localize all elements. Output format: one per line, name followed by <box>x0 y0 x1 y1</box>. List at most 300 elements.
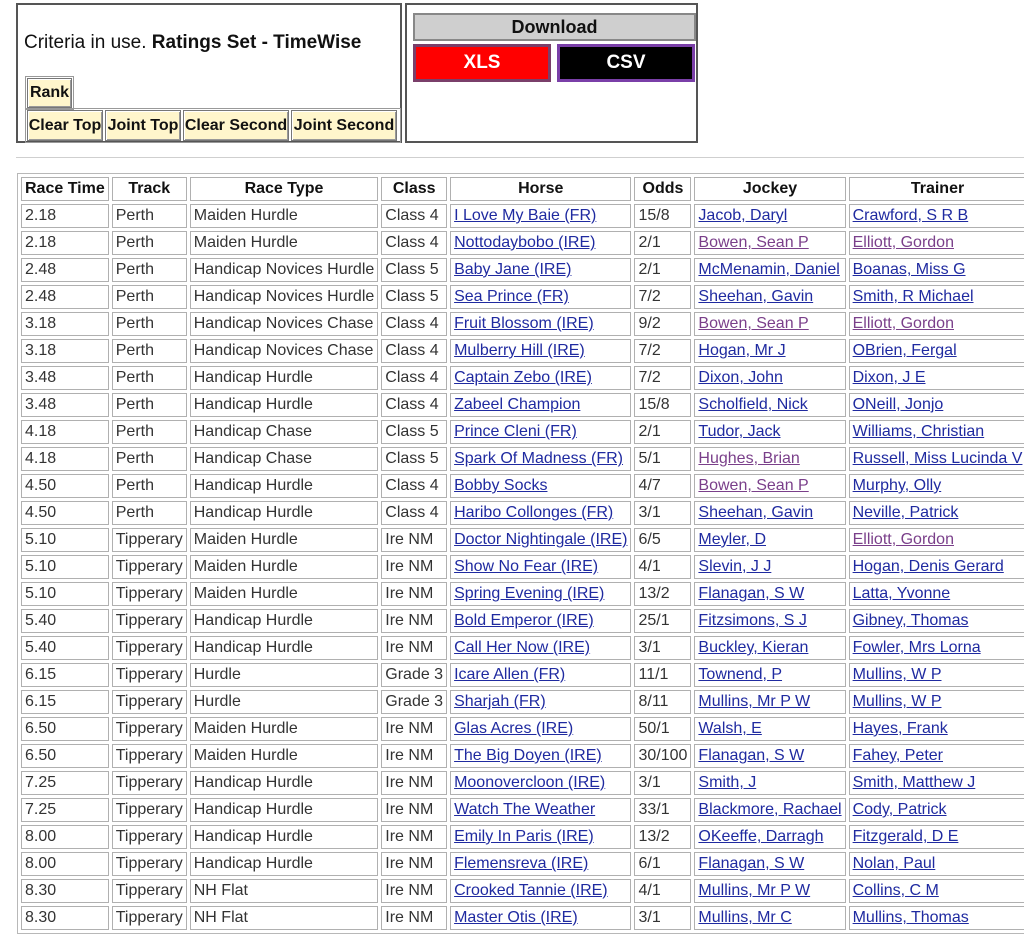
cell-horse <box>450 825 631 849</box>
jockey-link[interactable]: Jacob, Daryl <box>698 207 788 224</box>
horse-link[interactable]: Prince Cleni (FR) <box>454 423 577 440</box>
cell-trainer <box>849 528 1024 552</box>
horse-link[interactable]: Mulberry Hill (IRE) <box>454 342 585 359</box>
trainer-link[interactable]: Elliott, Gordon <box>852 531 954 548</box>
cell-race-time: 4.18 <box>21 447 109 471</box>
cell-odds: 50/1 <box>634 717 691 741</box>
cell-race-type: Handicap Chase <box>190 447 379 471</box>
jockey-link[interactable]: Mullins, Mr P W <box>698 882 811 899</box>
cell-horse <box>450 906 631 930</box>
horse-link[interactable]: Flemensreva (IRE) <box>454 855 589 872</box>
jockey-link[interactable]: Scholfield, Nick <box>698 396 808 413</box>
jockey-link[interactable]: Walsh, E <box>698 720 762 737</box>
cell-trainer <box>849 771 1024 795</box>
cell-class: Class 5 <box>381 258 447 282</box>
horse-link[interactable]: Bobby Socks <box>454 477 548 494</box>
jockey-link[interactable]: McMenamin, Daniel <box>698 261 840 278</box>
cell-horse <box>450 717 631 741</box>
cell-trainer <box>849 447 1024 471</box>
cell-track: Tipperary <box>112 663 187 687</box>
table-row <box>21 393 1024 417</box>
cell-jockey <box>694 420 845 444</box>
cell-race-time: 6.50 <box>21 744 109 768</box>
jockey-link[interactable]: Sheehan, Gavin <box>698 504 814 521</box>
horse-link[interactable]: Glas Acres (IRE) <box>454 720 574 737</box>
cell-jockey <box>694 825 845 849</box>
cell-jockey <box>694 663 845 687</box>
table-row <box>21 744 1024 768</box>
jockey-link[interactable]: Buckley, Kieran <box>698 639 809 656</box>
joint-second-button[interactable]: Joint Second <box>291 110 397 141</box>
table-row <box>21 825 1024 849</box>
cell-track: Tipperary <box>112 528 187 552</box>
cell-jockey <box>694 474 845 498</box>
cell-horse <box>450 555 631 579</box>
trainer-link[interactable]: Murphy, Olly <box>852 477 942 494</box>
cell-trainer <box>849 663 1024 687</box>
cell-class: Ire NM <box>381 636 447 660</box>
cell-race-type: Handicap Hurdle <box>190 825 379 849</box>
trainer-link[interactable]: Nolan, Paul <box>852 855 936 872</box>
cell-class: Ire NM <box>381 771 447 795</box>
table-body <box>21 204 1024 930</box>
cell-race-type: Handicap Novices Hurdle <box>190 258 379 282</box>
header-trainer[interactable]: Trainer <box>849 177 1024 201</box>
trainer-link[interactable]: Dixon, J E <box>852 369 926 386</box>
cell-race-type: Handicap Hurdle <box>190 366 379 390</box>
cell-trainer <box>849 555 1024 579</box>
cell-jockey <box>694 528 845 552</box>
jockey-link[interactable]: Bowen, Sean P <box>698 315 809 332</box>
header-track[interactable]: Track <box>112 177 187 201</box>
cell-odds: 3/1 <box>634 636 691 660</box>
trainer-link[interactable]: Cody, Patrick <box>852 801 947 818</box>
trainer-link[interactable]: Gibney, Thomas <box>852 612 969 629</box>
cell-horse <box>450 366 631 390</box>
cell-track: Tipperary <box>112 879 187 903</box>
cell-class: Ire NM <box>381 852 447 876</box>
cell-trainer <box>849 393 1024 417</box>
horse-link[interactable]: Spring Evening (IRE) <box>454 585 605 602</box>
jockey-link[interactable]: Mullins, Mr P W <box>698 693 811 710</box>
cell-odds: 3/1 <box>634 906 691 930</box>
cell-class: Ire NM <box>381 582 447 606</box>
cell-trainer <box>849 231 1024 255</box>
cell-class: Class 4 <box>381 474 447 498</box>
ratings-set-label: Ratings Set - TimeWise <box>151 32 362 53</box>
table-row <box>21 285 1024 309</box>
cell-track: Tipperary <box>112 636 187 660</box>
cell-race-type: Handicap Hurdle <box>190 501 379 525</box>
cell-horse <box>450 771 631 795</box>
horse-link[interactable]: Doctor Nightingale (IRE) <box>454 531 628 548</box>
cell-class: Class 4 <box>381 366 447 390</box>
cell-track: Perth <box>112 339 187 363</box>
trainer-link[interactable]: Boanas, Miss G <box>852 261 966 278</box>
cell-jockey <box>694 798 845 822</box>
cell-track: Tipperary <box>112 798 187 822</box>
cell-race-type: Hurdle <box>190 690 379 714</box>
cell-jockey <box>694 285 845 309</box>
trainer-link[interactable]: Collins, C M <box>852 882 939 899</box>
cell-track: Tipperary <box>112 609 187 633</box>
trainer-link[interactable]: Mullins, W P <box>852 666 942 683</box>
cell-race-time: 4.18 <box>21 420 109 444</box>
cell-jockey <box>694 312 845 336</box>
cell-trainer <box>849 852 1024 876</box>
jockey-link[interactable]: Hogan, Mr J <box>698 342 786 359</box>
cell-odds: 13/2 <box>634 825 691 849</box>
cell-class: Class 4 <box>381 204 447 228</box>
cell-track: Perth <box>112 393 187 417</box>
cell-trainer <box>849 501 1024 525</box>
table-row <box>21 798 1024 822</box>
trainer-link[interactable]: Crawford, S R B <box>852 207 969 224</box>
cell-trainer <box>849 609 1024 633</box>
cell-odds: 13/2 <box>634 582 691 606</box>
horse-link[interactable]: Emily In Paris (IRE) <box>454 828 594 845</box>
divider <box>16 157 1024 158</box>
trainer-link[interactable]: Smith, Matthew J <box>852 774 976 791</box>
cell-trainer <box>849 258 1024 282</box>
jockey-link[interactable]: Dixon, John <box>698 369 783 386</box>
cell-odds: 15/8 <box>634 204 691 228</box>
trainer-link[interactable]: Neville, Patrick <box>852 504 959 521</box>
cell-race-time: 3.48 <box>21 393 109 417</box>
cell-race-type: Maiden Hurdle <box>190 204 379 228</box>
horse-link[interactable]: Watch The Weather <box>454 801 596 818</box>
criteria-text <box>24 32 361 54</box>
cell-odds: 6/5 <box>634 528 691 552</box>
cell-race-time: 8.00 <box>21 852 109 876</box>
cell-odds: 4/1 <box>634 879 691 903</box>
cell-class: Ire NM <box>381 825 447 849</box>
cell-race-time: 3.48 <box>21 366 109 390</box>
cell-odds: 8/11 <box>634 690 691 714</box>
jockey-link[interactable]: Bowen, Sean P <box>698 234 809 251</box>
table-row <box>21 771 1024 795</box>
table-row <box>21 690 1024 714</box>
rank-wrapper <box>25 76 74 110</box>
cell-trainer <box>849 798 1024 822</box>
cell-class: Ire NM <box>381 609 447 633</box>
cell-jockey <box>694 555 845 579</box>
cell-horse <box>450 204 631 228</box>
cell-track: Perth <box>112 366 187 390</box>
cell-race-type: Maiden Hurdle <box>190 528 379 552</box>
trainer-link[interactable]: Mullins, Thomas <box>852 909 969 926</box>
horse-link[interactable]: Show No Fear (IRE) <box>454 558 599 575</box>
cell-track: Tipperary <box>112 717 187 741</box>
cell-track: Tipperary <box>112 852 187 876</box>
table-row <box>21 906 1024 930</box>
trainer-link[interactable]: ONeill, Jonjo <box>852 396 944 413</box>
cell-race-time: 3.18 <box>21 339 109 363</box>
cell-odds: 9/2 <box>634 312 691 336</box>
cell-trainer <box>849 339 1024 363</box>
cell-race-time: 8.30 <box>21 879 109 903</box>
cell-jockey <box>694 636 845 660</box>
cell-odds: 4/1 <box>634 555 691 579</box>
cell-odds: 2/1 <box>634 420 691 444</box>
cell-class: Ire NM <box>381 717 447 741</box>
cell-horse <box>450 339 631 363</box>
cell-race-time: 8.00 <box>21 825 109 849</box>
trainer-link[interactable]: Latta, Yvonne <box>852 585 951 602</box>
jockey-link[interactable]: Slevin, J J <box>698 558 772 575</box>
cell-jockey <box>694 582 845 606</box>
criteria-prefix: Criteria in use. <box>24 32 147 53</box>
clear-top-button[interactable]: Clear Top <box>27 110 103 141</box>
cell-trainer <box>849 825 1024 849</box>
trainer-link[interactable]: Elliott, Gordon <box>852 315 954 332</box>
cell-track: Perth <box>112 231 187 255</box>
cell-race-time: 2.18 <box>21 204 109 228</box>
horse-link[interactable]: Fruit Blossom (IRE) <box>454 315 594 332</box>
cell-track: Tipperary <box>112 744 187 768</box>
cell-horse <box>450 690 631 714</box>
cell-jockey <box>694 690 845 714</box>
horse-link[interactable]: Nottodaybobo (IRE) <box>454 234 596 251</box>
jockey-link[interactable]: OKeeffe, Darragh <box>698 828 824 845</box>
cell-horse <box>450 258 631 282</box>
cell-jockey <box>694 447 845 471</box>
cell-track: Tipperary <box>112 771 187 795</box>
cell-race-time: 4.50 <box>21 501 109 525</box>
cell-class: Ire NM <box>381 528 447 552</box>
cell-race-type: Handicap Novices Chase <box>190 312 379 336</box>
clear-second-button[interactable]: Clear Second <box>183 110 289 141</box>
jockey-link[interactable]: Smith, J <box>698 774 757 791</box>
trainer-link[interactable]: Williams, Christian <box>852 423 985 440</box>
horse-link[interactable]: Moonovercloon (IRE) <box>454 774 606 791</box>
trainer-link[interactable]: Smith, R Michael <box>852 288 974 305</box>
cell-race-time: 3.18 <box>21 312 109 336</box>
horse-link[interactable]: Icare Allen (FR) <box>454 666 566 683</box>
jockey-link[interactable]: Flanagan, S W <box>698 747 805 764</box>
cell-class: Class 5 <box>381 447 447 471</box>
cell-race-type: Maiden Hurdle <box>190 231 379 255</box>
cell-trainer <box>849 420 1024 444</box>
cell-race-type: Handicap Hurdle <box>190 474 379 498</box>
cell-odds: 6/1 <box>634 852 691 876</box>
cell-odds: 7/2 <box>634 366 691 390</box>
cell-race-type: Handicap Novices Hurdle <box>190 285 379 309</box>
trainer-link[interactable]: Fahey, Peter <box>852 747 944 764</box>
jockey-link[interactable]: Townend, P <box>698 666 783 683</box>
cell-trainer <box>849 717 1024 741</box>
jockey-link[interactable]: Meyler, D <box>698 531 766 548</box>
horse-link[interactable]: Master Otis (IRE) <box>454 909 578 926</box>
cell-track: Perth <box>112 474 187 498</box>
cell-horse <box>450 528 631 552</box>
jockey-link[interactable]: Sheehan, Gavin <box>698 288 814 305</box>
horse-link[interactable]: Call Her Now (IRE) <box>454 639 591 656</box>
table-row <box>21 258 1024 282</box>
cell-horse <box>450 798 631 822</box>
cell-track: Perth <box>112 420 187 444</box>
jockey-link[interactable]: Mullins, Mr C <box>698 909 792 926</box>
horse-link[interactable]: Captain Zebo (IRE) <box>454 369 592 386</box>
cell-class: Grade 3 <box>381 690 447 714</box>
cell-trainer <box>849 636 1024 660</box>
cell-odds: 5/1 <box>634 447 691 471</box>
cell-jockey <box>694 501 845 525</box>
cell-track: Tipperary <box>112 906 187 930</box>
trainer-link[interactable]: Fowler, Mrs Lorna <box>852 639 981 656</box>
header-jockey[interactable]: Jockey <box>694 177 845 201</box>
trainer-link[interactable]: Russell, Miss Lucinda V <box>852 450 1023 467</box>
cell-trainer <box>849 582 1024 606</box>
jockey-link[interactable]: Blackmore, Rachael <box>698 801 842 818</box>
cell-race-time: 5.40 <box>21 636 109 660</box>
horse-link[interactable]: Crooked Tannie (IRE) <box>454 882 608 899</box>
cell-jockey <box>694 609 845 633</box>
horse-link[interactable]: Bold Emperor (IRE) <box>454 612 594 629</box>
table-row <box>21 582 1024 606</box>
jockey-link[interactable]: Bowen, Sean P <box>698 477 809 494</box>
cell-horse <box>450 420 631 444</box>
cell-class: Ire NM <box>381 798 447 822</box>
cell-track: Perth <box>112 312 187 336</box>
trainer-link[interactable]: Mullins, W P <box>852 693 942 710</box>
cell-horse <box>450 501 631 525</box>
table-row <box>21 663 1024 687</box>
cell-race-time: 4.50 <box>21 474 109 498</box>
cell-jockey <box>694 879 845 903</box>
cell-class: Ire NM <box>381 555 447 579</box>
rank-button[interactable]: Rank <box>27 78 72 108</box>
filter-buttons <box>25 108 401 143</box>
cell-race-time: 2.48 <box>21 258 109 282</box>
cell-horse <box>450 879 631 903</box>
trainer-link[interactable]: Elliott, Gordon <box>852 234 954 251</box>
cell-track: Tipperary <box>112 690 187 714</box>
cell-jockey <box>694 366 845 390</box>
table-row <box>21 474 1024 498</box>
cell-race-type: Handicap Hurdle <box>190 852 379 876</box>
cell-race-time: 2.48 <box>21 285 109 309</box>
header-race-type[interactable]: Race Type <box>190 177 379 201</box>
cell-race-time: 6.50 <box>21 717 109 741</box>
header-race-time[interactable]: Race Time <box>21 177 109 201</box>
trainer-link[interactable]: Hogan, Denis Gerard <box>852 558 1004 575</box>
cell-class: Class 5 <box>381 420 447 444</box>
cell-race-time: 2.18 <box>21 231 109 255</box>
trainer-link[interactable]: Hayes, Frank <box>852 720 948 737</box>
horse-link[interactable]: The Big Doyen (IRE) <box>454 747 602 764</box>
horse-link[interactable]: Sharjah (FR) <box>454 693 546 710</box>
cell-odds: 4/7 <box>634 474 691 498</box>
header-class[interactable]: Class <box>381 177 447 201</box>
cell-race-time: 5.10 <box>21 582 109 606</box>
cell-race-type: Maiden Hurdle <box>190 555 379 579</box>
cell-class: Class 4 <box>381 339 447 363</box>
cell-horse <box>450 231 631 255</box>
cell-class: Ire NM <box>381 744 447 768</box>
cell-odds: 15/8 <box>634 393 691 417</box>
cell-trainer <box>849 285 1024 309</box>
jockey-link[interactable]: Flanagan, S W <box>698 585 805 602</box>
criteria-panel <box>16 3 402 143</box>
cell-odds: 25/1 <box>634 609 691 633</box>
cell-track: Perth <box>112 285 187 309</box>
cell-horse <box>450 312 631 336</box>
jockey-link[interactable]: Hughes, Brian <box>698 450 800 467</box>
horse-link[interactable]: Spark Of Madness (FR) <box>454 450 624 467</box>
cell-jockey <box>694 744 845 768</box>
cell-race-time: 7.25 <box>21 798 109 822</box>
header-odds[interactable]: Odds <box>634 177 691 201</box>
cell-track: Perth <box>112 204 187 228</box>
table-row <box>21 879 1024 903</box>
cell-track: Tipperary <box>112 582 187 606</box>
cell-race-type: Maiden Hurdle <box>190 717 379 741</box>
cell-class: Ire NM <box>381 879 447 903</box>
cell-race-time: 6.15 <box>21 690 109 714</box>
cell-horse <box>450 852 631 876</box>
table-row <box>21 528 1024 552</box>
cell-race-time: 6.15 <box>21 663 109 687</box>
cell-class: Class 4 <box>381 501 447 525</box>
cell-odds: 2/1 <box>634 231 691 255</box>
header-horse[interactable]: Horse <box>450 177 631 201</box>
header-row <box>21 177 1024 201</box>
horse-link[interactable]: Sea Prince (FR) <box>454 288 569 305</box>
jockey-link[interactable]: Fitzsimons, S J <box>698 612 807 629</box>
cell-class: Class 4 <box>381 393 447 417</box>
cell-track: Tipperary <box>112 555 187 579</box>
horse-link[interactable]: Haribo Collonges (FR) <box>454 504 614 521</box>
cell-trainer <box>849 474 1024 498</box>
horse-link[interactable]: Baby Jane (IRE) <box>454 261 572 278</box>
horse-link[interactable]: Zabeel Champion <box>454 396 581 413</box>
cell-odds: 11/1 <box>634 663 691 687</box>
joint-top-button[interactable]: Joint Top <box>105 110 181 141</box>
cell-race-type: NH Flat <box>190 879 379 903</box>
jockey-link[interactable]: Flanagan, S W <box>698 855 805 872</box>
cell-jockey <box>694 258 845 282</box>
table-row <box>21 339 1024 363</box>
table-row <box>21 636 1024 660</box>
cell-class: Grade 3 <box>381 663 447 687</box>
cell-race-type: Maiden Hurdle <box>190 744 379 768</box>
cell-horse <box>450 636 631 660</box>
table-row <box>21 420 1024 444</box>
cell-race-type: Handicap Hurdle <box>190 636 379 660</box>
trainer-link[interactable]: OBrien, Fergal <box>852 342 957 359</box>
table-row <box>21 852 1024 876</box>
jockey-link[interactable]: Tudor, Jack <box>698 423 781 440</box>
cell-horse <box>450 663 631 687</box>
trainer-link[interactable]: Fitzgerald, D E <box>852 828 959 845</box>
cell-jockey <box>694 204 845 228</box>
csv-download-button[interactable]: CSV <box>557 44 695 82</box>
cell-odds: 30/100 <box>634 744 691 768</box>
cell-race-time: 7.25 <box>21 771 109 795</box>
xls-download-button[interactable]: XLS <box>413 44 551 82</box>
table-row <box>21 501 1024 525</box>
cell-trainer <box>849 879 1024 903</box>
cell-odds: 2/1 <box>634 258 691 282</box>
cell-jockey <box>694 717 845 741</box>
horse-link[interactable]: I Love My Baie (FR) <box>454 207 597 224</box>
cell-jockey <box>694 852 845 876</box>
cell-horse <box>450 609 631 633</box>
cell-odds: 7/2 <box>634 339 691 363</box>
cell-race-time: 5.10 <box>21 555 109 579</box>
cell-jockey <box>694 231 845 255</box>
